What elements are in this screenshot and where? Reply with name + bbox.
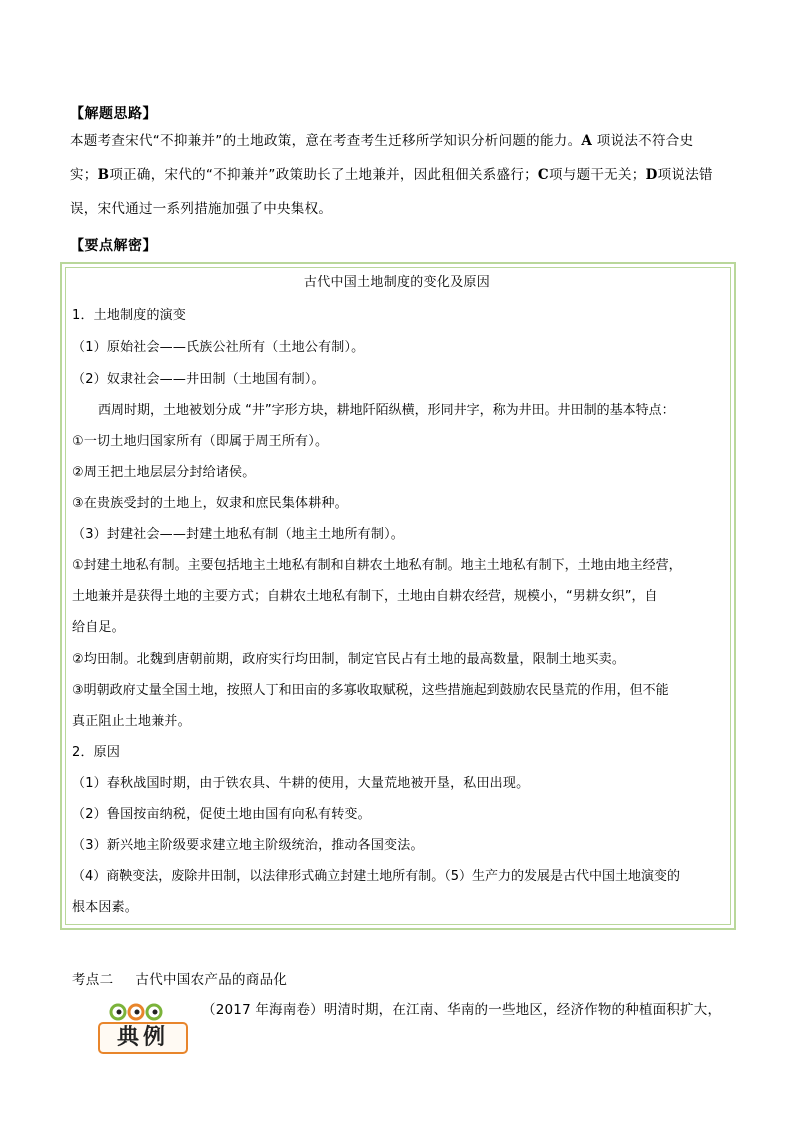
analysis-line-2 bbox=[70, 160, 725, 190]
box-line: ③明朝政府丈量全国土地，按照人丁和田亩的多寡收取赋税，这些措施起到鼓励农民垦荒的作用，但不能 bbox=[72, 683, 669, 698]
option-c-label: C bbox=[537, 167, 549, 183]
analysis-text: 项说法错 bbox=[657, 167, 713, 183]
analysis-text: 项与题干无关； bbox=[548, 167, 646, 183]
box-line: ②周王把土地层层分封给诸侯。 bbox=[72, 465, 256, 480]
analysis-text: 实； bbox=[70, 167, 98, 183]
option-a-label: A bbox=[581, 133, 593, 149]
analysis-line-3 bbox=[70, 194, 725, 224]
box-line: 2．原因 bbox=[72, 745, 121, 760]
analysis-line-1 bbox=[70, 126, 725, 156]
section-title-text: 古代中国农产品的商品化 bbox=[135, 972, 288, 988]
box-line: （1）原始社会——氏族公社所有（土地公有制）。 bbox=[72, 340, 365, 355]
box-line: 1．土地制度的演变 bbox=[72, 308, 187, 323]
box-line: （3）封建社会——封建土地私有制（地主土地所有制）。 bbox=[72, 527, 404, 542]
box-line: 给自足。 bbox=[72, 620, 125, 635]
box-line: ②均田制。北魏到唐朝前期，政府实行均田制，制定官民占有土地的最高数量，限制土地买卖。 bbox=[72, 652, 626, 667]
example-badge: 典例 bbox=[98, 1022, 188, 1054]
pupil-middle-icon bbox=[135, 1010, 140, 1015]
section-label: 考点二 bbox=[72, 972, 114, 988]
analysis-text: 项正确，宋代的“不抑兼并”政策助长了土地兼并，因此租佃关系盛行； bbox=[109, 167, 538, 183]
box-line: ①一切土地归国家所有（即属于周王所有）。 bbox=[72, 434, 329, 449]
pupil-right-icon bbox=[153, 1010, 158, 1015]
analysis-heading: 【解题思路】 bbox=[70, 106, 157, 122]
box-line: ③在贵族受封的土地上，奴隶和庶民集体耕种。 bbox=[72, 496, 348, 511]
box-line: 真正阻止土地兼并。 bbox=[72, 714, 191, 729]
box-line: 土地兼并是获得土地的主要方式；自耕农土地私有制下，土地由自耕农经营，规模小，“男耕女织”，自 bbox=[72, 589, 658, 604]
box-line: （3）新兴地主阶级要求建立地主阶级统治，推动各国变法。 bbox=[72, 838, 424, 853]
analysis-text: 误，宋代通过一系列措施加强了中央集权。 bbox=[70, 201, 333, 217]
example-question-text: （2017 年海南卷）明清时期，在江南、华南的一些地区，经济作物的种植面积扩大， bbox=[202, 1002, 722, 1018]
box-line: ①封建土地私有制。主要包括地主土地私有制和自耕农土地私有制。地主土地私有制下，土地由地主经营， bbox=[72, 558, 682, 573]
pupil-left-icon bbox=[117, 1010, 122, 1015]
box-line: （2）奴隶社会——井田制（土地国有制）。 bbox=[72, 372, 325, 387]
analysis-text: 本题考查宋代“不抑兼并”的土地政策，意在考查考生迁移所学知识分析问题的能力。 bbox=[70, 133, 582, 149]
box-line: 西周时期，土地被划分成 “井”字形方块，耕地阡陌纵横，形同井字，称为井田。井田制的基本特点： bbox=[98, 403, 675, 418]
option-d-label: D bbox=[645, 167, 658, 183]
box-line: （4）商鞅变法，废除井田制，以法律形式确立封建土地所有制。（5）生产力的发展是古代中国土地演变的 bbox=[72, 869, 681, 884]
badge-eyes-icon bbox=[108, 1000, 168, 1022]
box-line: （2）鲁国按亩纳税，促使土地由国有向私有转变。 bbox=[72, 807, 371, 822]
option-b-label: B bbox=[97, 167, 110, 183]
key-points-heading: 【要点解密】 bbox=[70, 238, 157, 254]
box-line: （1）春秋战国时期，由于铁农具、牛耕的使用，大量荒地被开垦，私田出现。 bbox=[72, 776, 530, 791]
box-title: 古代中国土地制度的变化及原因 bbox=[303, 275, 491, 290]
section-two-title bbox=[72, 968, 287, 992]
analysis-text: 项说法不符合史 bbox=[592, 133, 694, 149]
box-line: 根本因素。 bbox=[72, 900, 139, 915]
